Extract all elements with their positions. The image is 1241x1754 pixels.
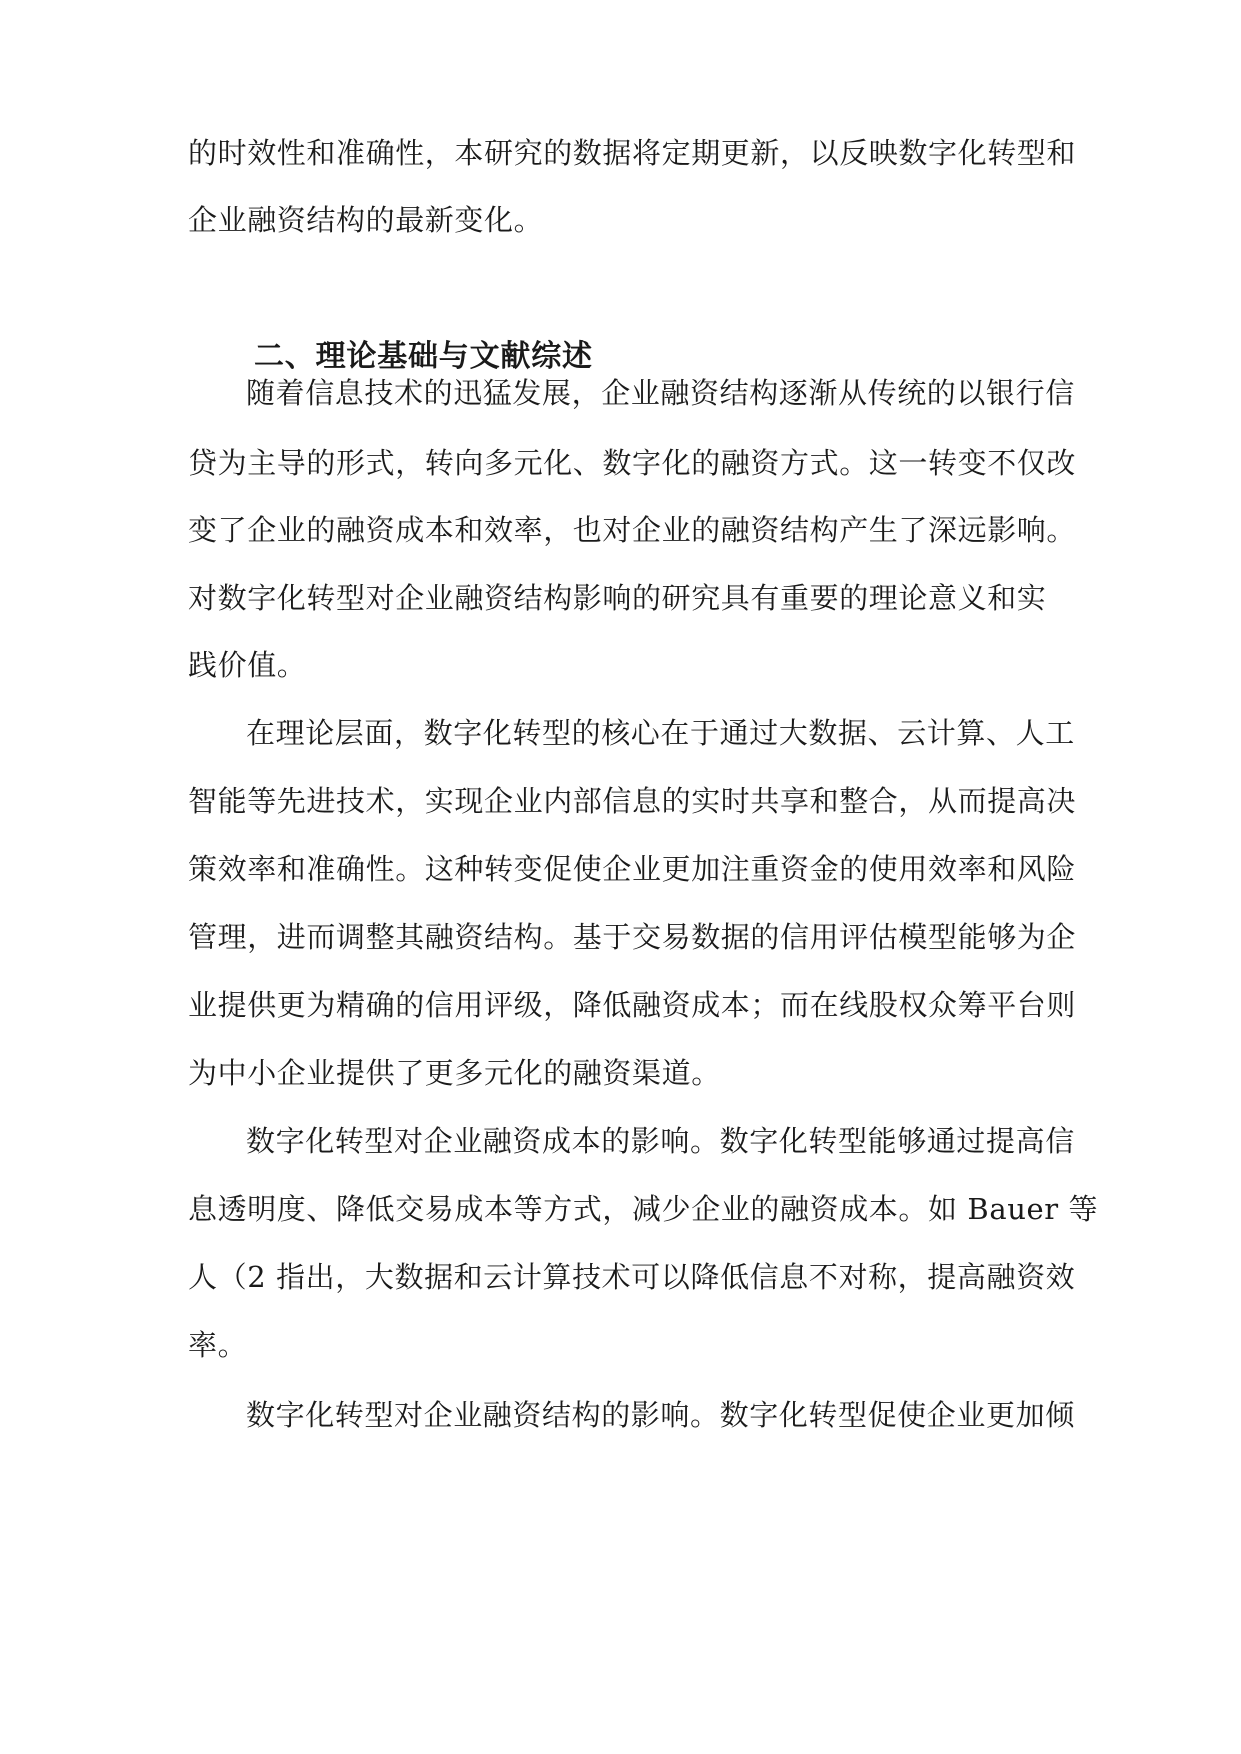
paragraph-4-line-1: 数字化转型对企业融资结构的影响。数字化转型促使企业更加倾 [246,1398,1075,1432]
paragraph-3-line-3: 人（2 指出，大数据和云计算技术可以降低信息不对称，提高融资效 [188,1260,1076,1294]
paragraph-2-line-6: 为中小企业提供了更多元化的融资渠道。 [188,1056,721,1090]
paragraph-1-line-4: 对数字化转型对企业融资结构影响的研究具有重要的理论意义和实 [188,581,1047,615]
paragraph-2-line-1: 在理论层面，数字化转型的核心在于通过大数据、云计算、人工 [246,716,1075,750]
paragraph-1-line-5: 践价值。 [188,648,307,682]
paragraph-1-line-3: 变了企业的融资成本和效率，也对企业的融资结构产生了深远影响。 [188,513,1077,547]
paragraph-2-line-4: 管理，进而调整其融资结构。基于交易数据的信用评估模型能够为企 [188,920,1077,954]
paragraph-1-line-1: 随着信息技术的迅猛发展，企业融资结构逐渐从传统的以银行信 [246,376,1075,410]
paragraph-3-line-4: 率。 [188,1328,248,1362]
intro-line-2: 企业融资结构的最新变化。 [188,203,544,237]
paragraph-2-line-2: 智能等先进技术，实现企业内部信息的实时共享和整合，从而提高决 [188,784,1077,818]
paragraph-3-line-2: 息透明度、降低交易成本等方式，减少企业的融资成本。如 Bauer 等 [188,1192,1099,1226]
paragraph-2-line-3: 策效率和准确性。这种转变促使企业更加注重资金的使用效率和风险 [188,852,1077,886]
paragraph-2-line-5: 业提供更为精确的信用评级，降低融资成本；而在线股权众筹平台则 [188,988,1077,1022]
intro-line-1: 的时效性和准确性，本研究的数据将定期更新，以反映数字化转型和 [188,136,1077,170]
section-heading: 二、理论基础与文献综述 [254,339,593,374]
paragraph-3-line-1: 数字化转型对企业融资成本的影响。数字化转型能够通过提高信 [246,1124,1075,1158]
paragraph-1-line-2: 贷为主导的形式，转向多元化、数字化的融资方式。这一转变不仅改 [188,446,1077,480]
